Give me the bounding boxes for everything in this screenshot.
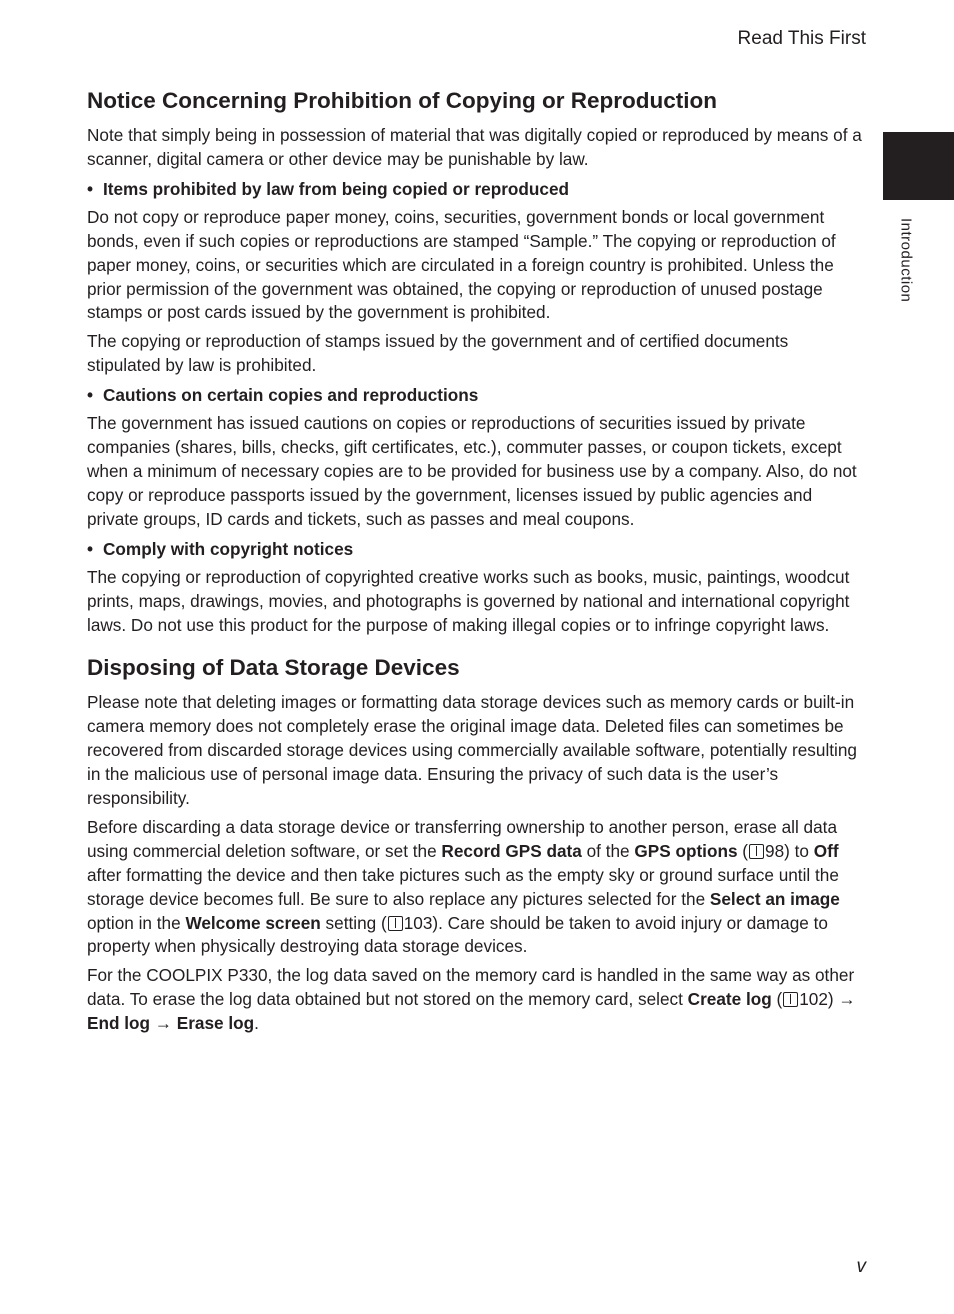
text-run: . (254, 1013, 259, 1034)
menu-term-welcome-screen: Welcome screen (185, 912, 321, 933)
bullet-text: Items prohibited by law from being copied or reproduced (103, 178, 570, 199)
section-tab-label (893, 218, 919, 328)
menu-term-record-gps-data: Record GPS data (441, 840, 582, 861)
section-tab-text: Introduction (897, 218, 915, 303)
text-run: ) to (784, 840, 814, 861)
text-run: ( (771, 989, 783, 1010)
bullet-dot-icon: • (87, 178, 94, 199)
section-heading-disposing: Disposing of Data Storage Devices (87, 655, 460, 681)
paragraph-disposing-1: Please note that deleting images or formatting data storage devices such as memory cards or built-in camera memory does not completely erase the original image data. Deleted files can sometimes be recovered from discarded storage devices using commercially available software, potentially resulting in the malicious use of personal image data. Ensuring the privacy of such data is the user’s responsibility. (87, 692, 857, 809)
bullet-text: Comply with copyright notices (103, 538, 354, 559)
paragraph-disposing-2 (87, 816, 865, 959)
page-reference-icon (783, 992, 798, 1007)
page-reference-number: 103 (403, 912, 433, 933)
menu-term-end-log: End log (87, 1013, 151, 1034)
text-run: of the (581, 840, 635, 861)
arrow-icon: → (833, 989, 856, 1010)
text-run: option in the (87, 912, 186, 933)
section-heading-copying: Notice Concerning Prohibition of Copying or Reproduction (87, 88, 717, 113)
page-number: v (856, 1256, 866, 1277)
menu-term-select-an-image: Select an image (709, 888, 840, 909)
menu-term-off: Off (813, 840, 839, 861)
text-run: ) (827, 989, 834, 1010)
text-run: For the COOLPIX P330, the log data saved on the memory card is handled in the same way as other data. To erase the log data obtained but not stored on the memory card, select (87, 965, 855, 1010)
bullet-dot-icon: • (87, 538, 94, 559)
paragraph-copyright: The copying or reproduction of copyrighted creative works such as books, music, paintings, woodcut prints, maps, drawings, movies, and photographs is governed by national and international copyright laws. Do not use this product for the purpose of making illegal copies or to infringe copyright laws. (87, 566, 850, 635)
page-reference-number: 98 (765, 840, 785, 861)
arrow-icon: → (150, 1013, 177, 1034)
paragraph-cautions: The government has issued cautions on copies or reproductions of securities issued by private companies (shares, bills, checks, gift certificates, etc.), commuter passes, or coupon tickets, except when a minimum of necessary copies are to be provided for business use by a company. Also, do not copy or reproduce passports issued by the government, licenses issued by public agencies and private groups, ID cards and tickets, such as passes and meal coupons. (87, 413, 857, 529)
bullet-prohibited-items (87, 177, 865, 201)
text-run: ( (737, 840, 749, 861)
menu-term-create-log: Create log (687, 989, 772, 1010)
menu-term-erase-log: Erase log (176, 1013, 255, 1034)
text-run: ). Care should be taken to avoid injury or damage to property when physically destroying data storage devices. (87, 912, 828, 957)
running-header: Read This First (737, 28, 866, 49)
page-reference-number: 102 (799, 989, 828, 1010)
page-content (87, 86, 865, 1041)
page-reference-icon (749, 844, 764, 859)
paragraph-prohibited-2: The copying or reproduction of stamps issued by the government and of certified documents stipulated by law is prohibited. (87, 331, 789, 376)
paragraph-intro: Note that simply being in possession of material that was digitally copied or reproduced by means of a scanner, digital camera or other device may be punishable by law. (87, 125, 862, 169)
paragraph-disposing-3 (87, 964, 865, 1036)
page-reference-icon (388, 916, 403, 931)
text-run: Before discarding a data storage device or transferring ownership to another person, erase all data using commercial deletion software, or set the (87, 816, 838, 861)
bullet-text: Cautions on certain copies and reproductions (103, 385, 479, 406)
section-tab-marker (883, 132, 954, 200)
text-run: setting ( (320, 912, 387, 933)
bullet-dot-icon: • (87, 385, 94, 406)
text-run: after formatting the device and then take pictures such as the empty sky or ground surface until the storage device becomes full. Be sure to also replace any pictures selected for the (87, 864, 839, 909)
bullet-copyright (87, 537, 865, 561)
paragraph-prohibited-1: Do not copy or reproduce paper money, coins, securities, government bonds or local government bonds, even if such copies or reproductions are stamped “Sample.” The copying or reproduction of paper money, coins, or securities which are circulated in a foreign country is prohibited. Unless the prior permission of the government was obtained, the copying or reproduction of unused postage stamps or post cards issued by the government is prohibited. (87, 206, 836, 323)
menu-term-gps-options: GPS options (634, 840, 738, 861)
bullet-cautions (87, 383, 865, 407)
